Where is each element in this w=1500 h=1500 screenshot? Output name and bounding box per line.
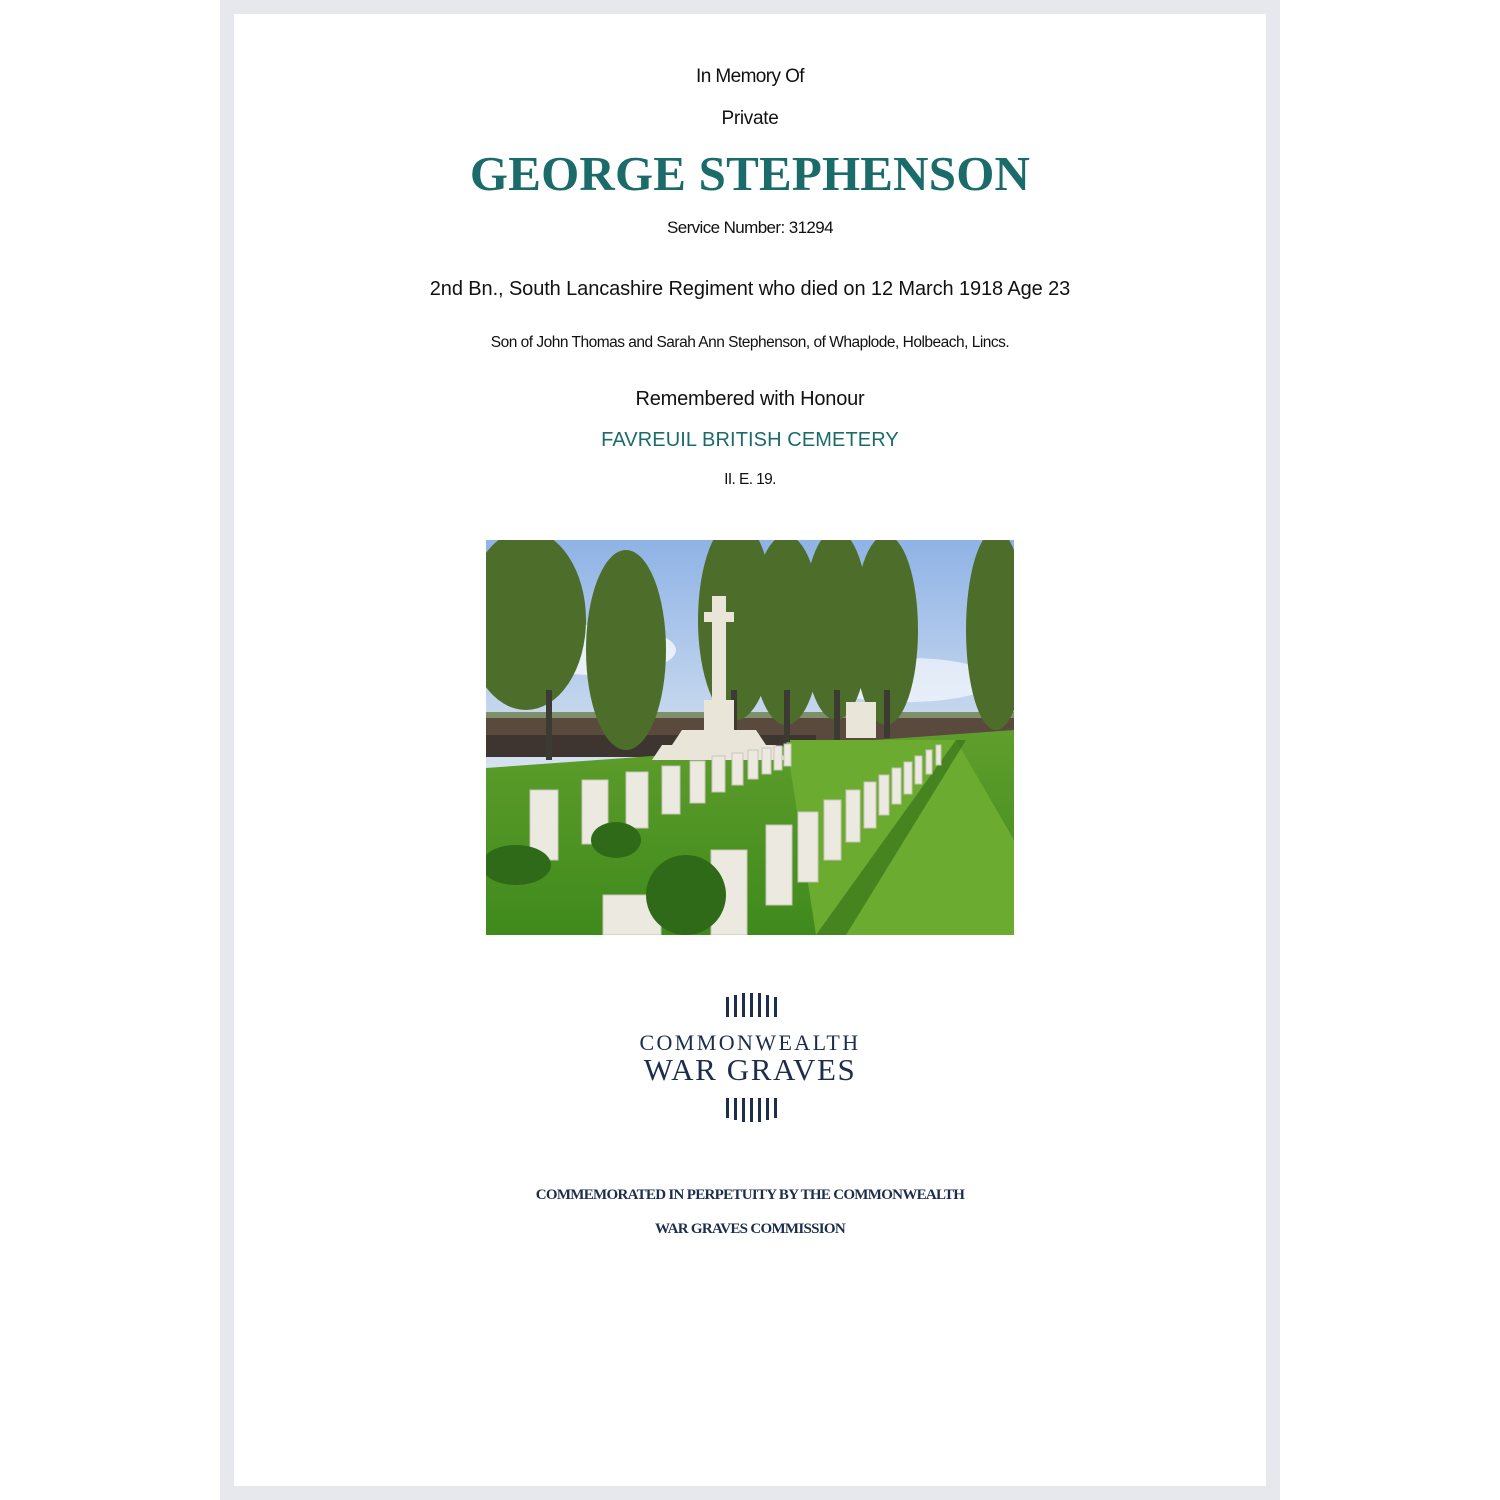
- rank-text: Private: [721, 108, 779, 129]
- cemetery-photo: [486, 540, 1014, 935]
- commemoration-line-2: WAR GRAVES COMMISSION: [654, 1221, 846, 1237]
- logo-line-2: WAR GRAVES: [643, 1052, 857, 1087]
- grave-reference: II. E. 19.: [724, 471, 776, 488]
- honour-text: Remembered with Honour: [635, 388, 865, 410]
- intro-text: In Memory Of: [696, 66, 804, 87]
- commemoration-line-1: COMMEMORATED IN PERPETUITY BY THE COMMONWEALTH: [535, 1187, 965, 1203]
- unit-and-death-details: 2nd Bn., South Lancashire Regiment who died on 12 March 1918 Age 23: [429, 278, 1071, 300]
- service-number: Service Number: 31294: [667, 218, 833, 237]
- logo-line-1: COMMONWEALTH: [639, 1030, 861, 1055]
- family-details: Son of John Thomas and Sarah Ann Stephenson, of Whaplode, Holbeach, Lincs.: [490, 334, 1010, 351]
- cemetery-name: FAVREUIL BRITISH CEMETERY: [601, 429, 899, 451]
- soldier-name: GEORGE STEPHENSON: [469, 146, 1031, 201]
